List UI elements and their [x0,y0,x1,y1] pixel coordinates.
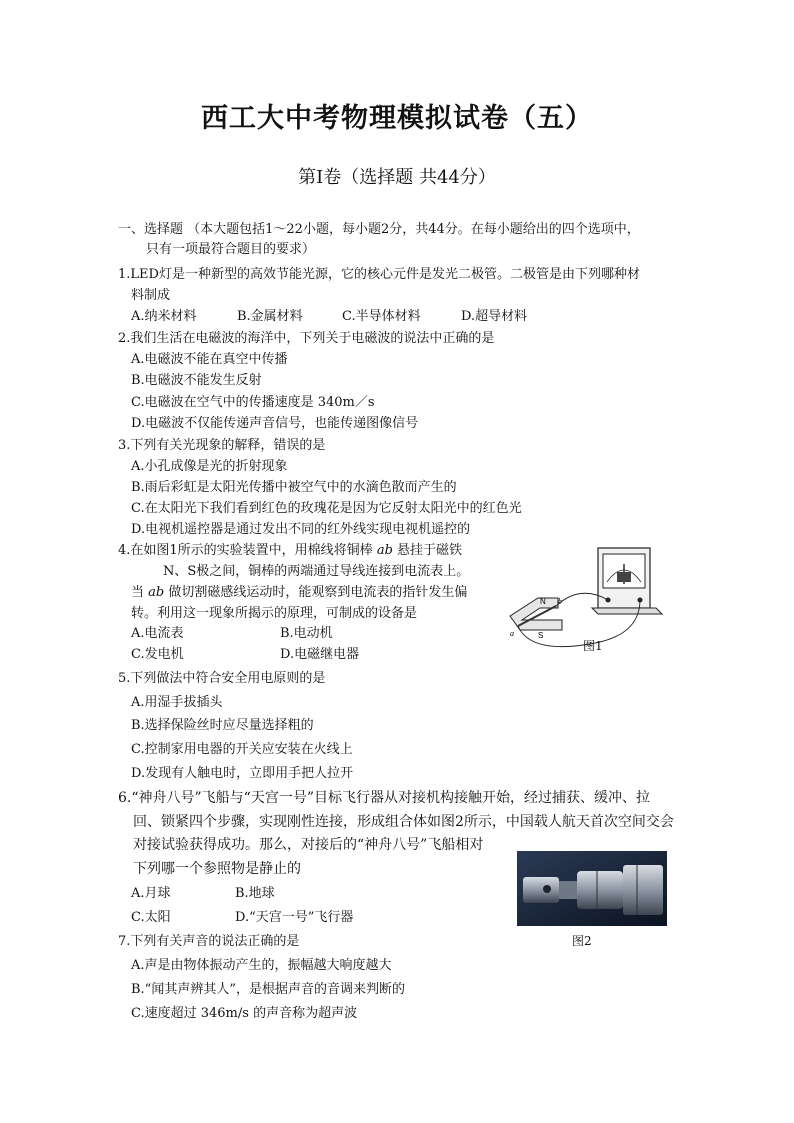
question-4-option-d: D.电磁继电器 [280,647,360,662]
question-4-option-a: A.电流表 [131,626,184,641]
question-6-stem-line2: 回、锁紧四个步骤，实现刚性连接，形成组合体如图2所示，中国载人航天首次空间交会 [133,814,674,830]
question-2-option-c: C.电磁波在空气中的传播速度是 340m／s [131,395,375,410]
question-3-option-a: A.小孔成像是光的折射现象 [131,459,288,474]
magnet-pole-s: S [538,631,544,640]
question-5-option-a: A.用湿手拔插头 [131,695,223,710]
question-5-option-d: D.发现有人触电时，立即用手把人拉开 [131,766,354,781]
question-6-stem-line4: 下列哪一个参照物是静止的 [133,861,301,877]
section-subtitle: 第Ⅰ卷（选择题 共44分） [298,167,496,188]
question-4-option-b: B.电动机 [280,626,333,641]
question-7-option-b: B.“闻其声辨其人”，是根据声音的音调来判断的 [131,982,405,997]
question-3-option-b: B.雨后彩虹是太阳光传播中被空气中的水滴色散而产生的 [131,480,457,495]
question-6-option-a: A.月球 [131,886,171,901]
question-3-stem: 3.下列有关光现象的解释，错误的是 [118,438,326,453]
question-7-stem: 7.下列有关声音的说法正确的是 [118,934,300,949]
question-4-stem-line1 [118,542,462,560]
question-4-stem-text: 做切割磁感线运动时，能观察到电流表的指针发生偏 [164,585,468,600]
question-4-option-c: C.发电机 [131,647,184,662]
rod-end-b: b [558,597,562,606]
question-1-option-a: A.纳米材料 [131,309,197,324]
magnet-pole-n: N [540,597,546,606]
question-1-stem-line1: 1.LED灯是一种新型的高效节能光源，它的核心元件是发光二极管。二极管是由下列哪种材 [118,267,640,282]
question-5-option-c: C.控制家用电器的开关应安装在火线上 [131,742,353,757]
section-instructions-line2: 只有一项最符合题目的要求） [146,242,316,257]
question-5-option-b: B.选择保险丝时应尽量选择粗的 [131,718,314,733]
question-6-option-c: C.太阳 [131,910,171,925]
question-6-option-d: D.“天宫一号”飞行器 [235,910,354,925]
question-4-stem-text: 当 [131,585,149,600]
figure-1-caption: 图1 [583,639,603,653]
figure-2-docking-photo [517,851,667,926]
hatch [543,885,551,893]
question-7-option-a: A.声是由物体振动产生的，振幅越大响度越大 [131,958,392,973]
question-4-stem-line4: 转。利用这一现象所揭示的原理，可制成的设备是 [131,606,418,621]
question-4-stem-text: 4.在如图1所示的实验装置中，用棉线将铜棒 [118,543,377,558]
question-1-stem-line2: 料制成 [131,288,171,303]
question-4-stem-text: 悬挂于磁铁 [392,543,463,558]
question-1-option-d: D.超导材料 [461,309,528,324]
question-2-option-a: A.电磁波不能在真空中传播 [131,352,288,367]
tiangong-module [623,865,663,915]
question-4-stem-line2: N、S极之间，铜棒的两端通过导线连接到电流表上。 [163,564,470,579]
question-5-stem: 5.下列做法中符合安全用电原则的是 [118,671,326,686]
rod-end-a: a [510,629,514,638]
question-2-stem: 2.我们生活在电磁波的海洋中，下列关于电磁波的说法中正确的是 [118,331,495,346]
section-instructions-line1: 一、选择题 （本大题包括1～22小题，每小题2分，共44分。在每小题给出的四个选项中， [118,222,640,237]
question-1-option-b: B.金属材料 [237,309,303,324]
tiangong-module [577,871,623,909]
rod-label: ab [148,585,165,600]
question-6-stem-line3: 对接试验获得成功。那么，对接后的“神舟八号”飞船相对 [133,837,484,853]
question-4-stem-line3 [131,584,467,602]
question-6-stem-line1: 6.“神舟八号”飞船与“天宫一号”目标飞行器从对接机构接触开始，经过捕获、缓冲、拉 [118,790,650,806]
question-3-option-c: C.在太阳光下我们看到红色的玫瑰花是因为它反射太阳光中的红色光 [131,501,522,516]
question-3-option-d: D.电视机遥控器是通过发出不同的红外线实现电视机遥控的 [131,522,471,537]
question-1-option-c: C.半导体材料 [342,309,421,324]
question-7-option-c: C.速度超过 346m/s 的声音称为超声波 [131,1006,358,1021]
ammeter-mechanism [617,572,631,582]
question-2-option-b: B.电磁波不能发生反射 [131,373,262,388]
ammeter-base [592,608,662,614]
question-6-option-b: B.地球 [235,886,275,901]
figure-2-caption: 图2 [572,934,592,948]
shenzhou-module [523,877,559,903]
rod-label: ab [376,543,393,558]
question-2-option-d: D.电磁波不仅能传递声音信号，也能传递图像信号 [131,416,419,431]
docking-ring [559,881,577,899]
page-title: 西工大中考物理模拟试卷（五） [201,103,593,134]
